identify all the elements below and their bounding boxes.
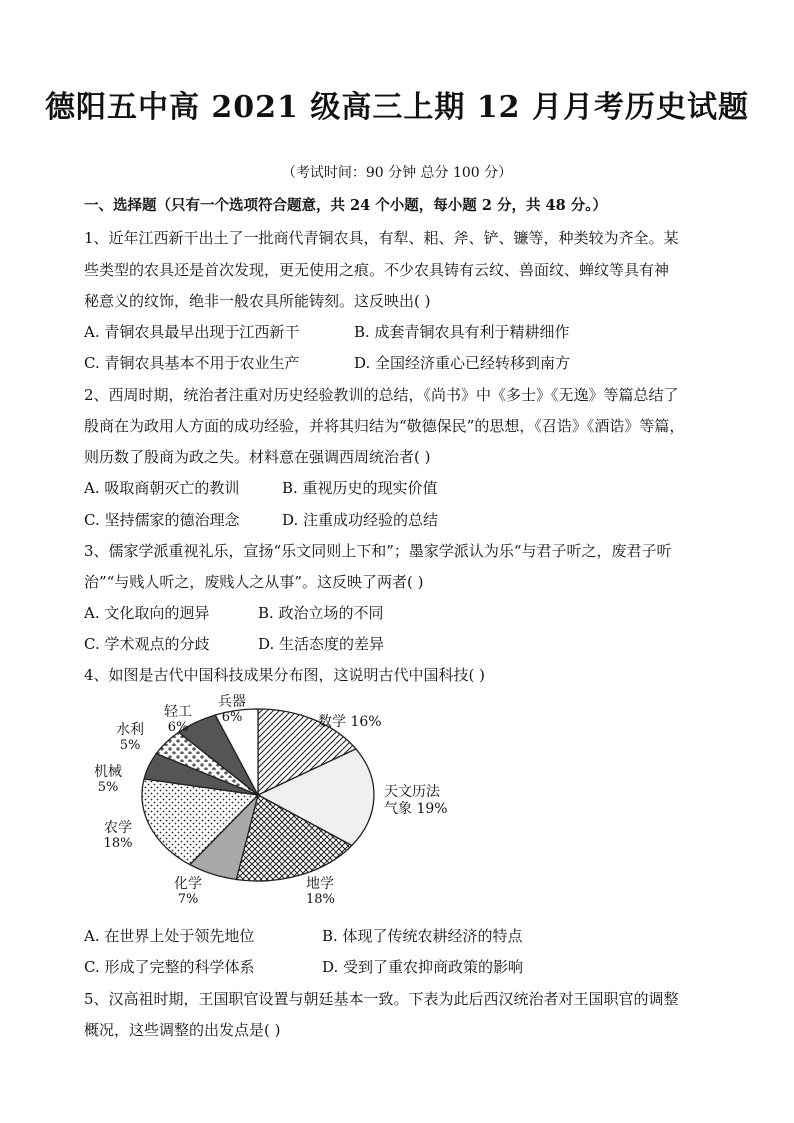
pie-label-8: 轻工 6% — [164, 704, 192, 735]
question-5-line-1: 5、汉高祖时期，王国职官设置与朝廷基本一致。下表为此后西汉统治者对王国职官的调整 — [84, 990, 679, 1008]
question-2-line-1: 2、西周时期，统治者注重对历史经验教训的总结，《尚书》中《多士》《无逸》等篇总结了 — [84, 386, 679, 404]
option-b[interactable]: B. 政治立场的不同 — [258, 604, 384, 622]
question-2-line-3: 则历数了殷商为政之失。材料意在强调西周统治者( ) — [84, 448, 431, 466]
option-d[interactable]: D. 全国经济重心已经转移到南方 — [354, 354, 571, 372]
option-c[interactable]: C. 坚持儒家的德治理念 — [84, 511, 240, 529]
section-heading: 一、选择题（只有一个选项符合题意，共 24 个小题，每小题 2 分，共 48 分。） — [84, 197, 607, 214]
pie-label-3: 地学 18% — [306, 876, 335, 907]
question-5-line-2: 概况，这些调整的出发点是( ) — [84, 1021, 281, 1039]
pie-label-7: 水利 5% — [116, 722, 144, 753]
option-a[interactable]: A. 青铜农具最早出现于江西新干 — [84, 323, 300, 341]
option-d[interactable]: D. 注重成功经验的总结 — [282, 511, 439, 529]
option-a[interactable]: A. 吸取商朝灭亡的教训 — [84, 479, 240, 497]
pie-label-9: 兵器 6% — [218, 694, 246, 725]
pie-label-6: 机械 5% — [94, 764, 122, 795]
pie-label-4: 化学 7% — [174, 876, 202, 907]
question-3-line-2: 治”“与贱人听之，废贱人之从事”。这反映了两者( ) — [84, 573, 424, 591]
pie-chart — [0, 690, 794, 920]
option-c[interactable]: C. 形成了完整的科学体系 — [84, 958, 255, 976]
option-a[interactable]: A. 文化取向的迥异 — [84, 604, 210, 622]
exam-info: （考试时间：90 分钟 总分 100 分） — [281, 165, 513, 181]
pie-label-2: 天文历法气象 19% — [384, 784, 448, 817]
question-2-line-2: 殷商在为政用人方面的成功经验，并将其归结为“敬德保民”的思想，《召诰》《酒诰》等篇， — [84, 417, 685, 435]
option-a[interactable]: A. 在世界上处于领先地位 — [84, 927, 255, 945]
question-1-line-1: 1、近年江西新干出土了一批商代青铜农具，有犁、耜、斧、铲、镰等，种类较为齐全。某 — [84, 229, 679, 247]
option-b[interactable]: B. 重视历史的现实价值 — [282, 479, 438, 497]
pie-label-1: 数学 16% — [318, 714, 382, 730]
option-d[interactable]: D. 生活态度的差异 — [258, 635, 385, 653]
page-title: 德阳五中高 2021 级高三上期 12 月月考历史试题 — [44, 90, 750, 125]
question-1-line-2: 些类型的农具还是首次发现，更无使用之痕。不少农具铸有云纹、兽面纹、蝉纹等具有神 — [84, 261, 670, 279]
option-b[interactable]: B. 成套青铜农具有利于精耕细作 — [354, 323, 570, 341]
question-1-line-3: 秘意义的纹饰，绝非一般农具所能铸刻。这反映出( ) — [84, 292, 431, 310]
option-c[interactable]: C. 青铜农具基本不用于农业生产 — [84, 354, 300, 372]
option-d[interactable]: D. 受到了重农抑商政策的影响 — [322, 958, 524, 976]
option-c[interactable]: C. 学术观点的分歧 — [84, 635, 210, 653]
option-b[interactable]: B. 体现了传统农耕经济的特点 — [322, 927, 523, 945]
pie-label-5: 农学 18% — [103, 820, 133, 851]
question-3-line-1: 3、儒家学派重视礼乐，宣扬“乐文同则上下和”；墨家学派认为乐“与君子听之，废君子听 — [84, 542, 672, 560]
question-4-line-1: 4、如图是古代中国科技成果分布图，这说明古代中国科技( ) — [84, 666, 486, 684]
